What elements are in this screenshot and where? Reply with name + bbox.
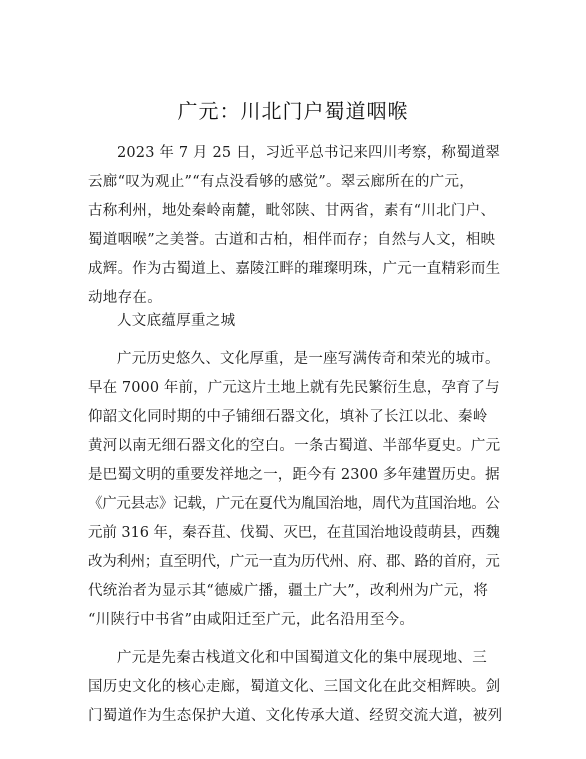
paragraph-line: 蜀道咽喉”之美誉。古道和古柏，相伴而存；自然与人文，相映 <box>88 232 496 248</box>
paragraph-line: 广元历史悠久、文化厚重，是一座写满传奇和荣光的城市。 <box>117 351 500 367</box>
paragraph-line: 是巴蜀文明的重要发祥地之一，距今有 2300 多年建置历史。据 <box>88 467 500 483</box>
paragraph-line: “川陕行中书省”由咸阳迁至广元，此名沿用至今。 <box>88 612 415 628</box>
paragraph-line: 古称利州，地处秦岭南麓，毗邻陕、甘两省，素有“川北门户、 <box>88 203 496 219</box>
paragraph-line: 《广元县志》记载，广元在夏代为胤国治地，周代为苴国治地。公 <box>88 496 500 512</box>
paragraph-line: 国历史文化的核心走廊，蜀道文化、三国文化在此交相辉映。剑 <box>88 679 501 695</box>
paragraph-line: 动地存在。 <box>88 290 162 306</box>
paragraph-line: 代统治者为显示其“德威广播，疆土广大”，改利州为广元，将 <box>88 583 489 599</box>
paragraph-line: 云廊“叹为观止”“有点没看够的感觉”。翠云廊所在的广元， <box>88 174 475 190</box>
paragraph-line: 2023 年 7 月 25 日，习近平总书记来四川考察，称蜀道翠 <box>117 145 501 161</box>
paragraph-line: 早在 7000 年前，广元这片土地上就有先民繁衍生息，孕育了与 <box>88 380 500 396</box>
paragraph-line: 改为利州；直至明代，广元一直为历代州、府、郡、路的首府，元 <box>88 554 500 570</box>
paragraph-line: 门蜀道作为生态保护大道、文化传承大道、经贸交流大道，被列 <box>88 708 503 724</box>
paragraph-line: 黄河以南无细石器文化的空白。一条古蜀道、半部华夏史。广元 <box>88 438 501 454</box>
section-subheading: 人文底蕴厚重之城 <box>117 313 236 329</box>
paragraph-line: 仰韶文化同时期的中子铺细石器文化，填补了长江以北、秦岭 <box>88 409 488 425</box>
paragraph-line: 元前 316 年，秦吞苴、伐蜀、灭巴，在苴国治地设葭萌县，西魏 <box>88 525 500 541</box>
paragraph-line: 成辉。作为古蜀道上、嘉陵江畔的璀璨明珠，广元一直精彩而生 <box>88 261 501 277</box>
document-title: 广元：川北门户蜀道咽喉 <box>177 99 409 123</box>
paragraph-line: 广元是先秦古栈道文化和中国蜀道文化的集中展现地、三 <box>117 650 487 666</box>
